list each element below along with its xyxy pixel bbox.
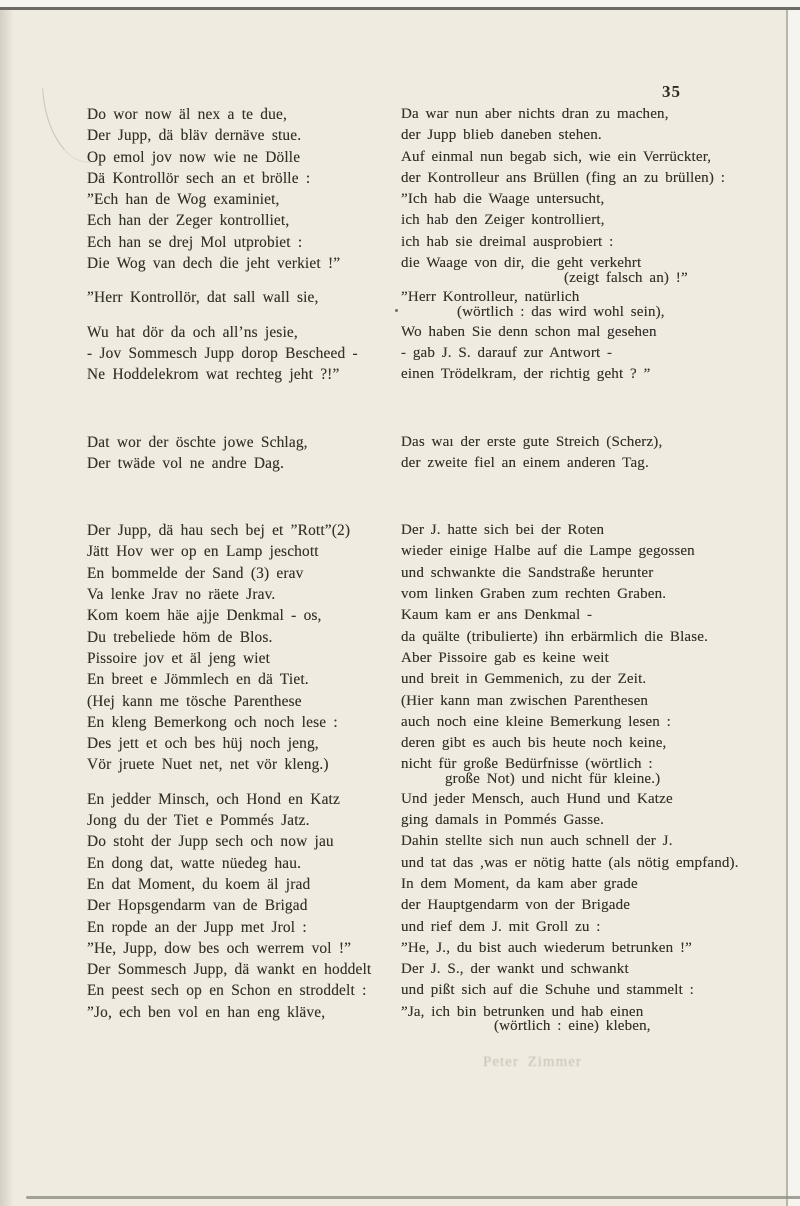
text-line-left: Vör jruete Nuet net, net vör kleng.) (87, 756, 329, 774)
text-line-right: Dahin stellte sich nun auch schnell der J. (401, 833, 673, 850)
text-line-left: En peest sech op en Schon en stroddelt : (87, 982, 367, 1000)
text-line-left: En dat Moment, du koem äl jrad (87, 875, 311, 893)
page-number: 35 (662, 82, 681, 101)
text-line-left: ”He, Jupp, dow bes och werrem vol !” (87, 939, 352, 957)
text-line-left: - Jov Sommesch Jupp dorop Bescheed - (87, 344, 358, 362)
text-line-right: Auf einmal nun begab sich, wie ein Verrückter, (401, 148, 712, 165)
text-line-right: nicht für große Bedürfnisse (wörtlich : (401, 756, 653, 773)
text-line-left: Der Sommesch Jupp, dä wankt en hoddelt (87, 961, 372, 979)
text-line-right: und pißt sich auf die Schuhe und stammelt : (401, 982, 694, 999)
text-line-right: ”Ja, ich bin betrunken und hab einen (401, 1003, 644, 1020)
text-line-right: Der J. S., der wankt und schwankt (401, 961, 629, 978)
text-line-left: Dat wor der öschte jowe Schlag, (87, 433, 308, 451)
text-line-right: der Jupp blieb daneben stehen. (401, 127, 602, 144)
text-line-left: Wu hat dör da och all’ns jesie, (87, 323, 298, 341)
text-line-right: (wörtlich : eine) kleben, (494, 1018, 651, 1035)
text-line-left: En kleng Bemerkong och noch lese : (87, 713, 338, 731)
text-line-right: Kaum kam er ans Denkmal - (401, 607, 593, 624)
text-line-left: En breet e Jömmlech en dä Tiet. (87, 671, 309, 689)
text-line-left: Die Wog van dech die jeht verkiet !” (87, 255, 341, 273)
text-line-right: und rief dem J. mit Groll zu : (401, 918, 601, 935)
scan-left-shade (0, 7, 14, 1206)
stanza-gap-left (87, 386, 399, 432)
text-line-left: Dä Kontrollör sech an et brölle : (87, 169, 311, 187)
text-line-left: Der Hopsgendarm van de Brigad (87, 897, 308, 915)
text-line-left: ”Jo, ech ben vol en han eng kläve, (87, 1003, 326, 1021)
text-line-right: da quälte (tribulierte) ihn erbärmlich die Blase. (401, 628, 709, 645)
text-line-left: Va lenke Jrav no räete Jrav. (87, 586, 276, 604)
text-line-right: - gab J. S. darauf zur Antwort - (401, 344, 613, 361)
text-line-right: Wo haben Sie denn schon mal gesehen (401, 323, 657, 340)
text-line-right: wieder einige Halbe auf die Lampe gegossen (401, 543, 695, 560)
stanza-gap-right (401, 474, 797, 520)
text-line-right: ”He, J., du bist auch wiederum betrunken !” (401, 939, 692, 956)
text-line-left: En ropde an der Jupp met Jrol : (87, 918, 307, 936)
text-line-right: der Hauptgendarm von der Brigade (401, 897, 631, 914)
text-line-right: (wörtlich : das wird wohl sein), (457, 304, 665, 321)
text-line-right: Das waı der erste gute Streich (Scherz), (401, 433, 663, 450)
text-line-right: der Kontrolleur ans Brüllen (fing an zu brüllen) : (401, 169, 726, 186)
text-line-left: Der Jupp, dä bläv dernäve stue. (87, 127, 302, 145)
text-line-right: Aber Pissoire gab es keine weit (401, 649, 609, 666)
text-line-right: und breit in Gemmenich, zu der Zeit. (401, 671, 647, 688)
text-line-right: ich hab den Zeiger kontrolliert, (401, 212, 605, 229)
text-line-left: Du trebeliede höm de Blos. (87, 628, 273, 646)
text-line-right: ”Herr Kontrolleur, natürlich (401, 289, 580, 306)
text-line-right: große Not) und nicht für kleine.) (445, 771, 661, 788)
stanza-gap-right (401, 386, 797, 432)
text-line-left: En bommelde der Sand (3) erav (87, 564, 304, 582)
text-line-left: En dong dat, watte nüedeg hau. (87, 854, 302, 872)
poem-column-left (87, 104, 399, 1036)
scan-top-edge (0, 7, 800, 10)
text-line-left: (Hej kann me tösche Parenthese (87, 692, 302, 710)
text-line-right: Der J. hatte sich bei der Roten (401, 522, 605, 539)
text-line-right: In dem Moment, da kam aber grade (401, 875, 638, 892)
text-line-left: Do wor now äl nex a te due, (87, 106, 287, 123)
text-line-right: Und jeder Mensch, auch Hund und Katze (401, 790, 673, 807)
text-line-left: Der twäde vol ne andre Dag. (87, 454, 284, 472)
text-line-right: (zeigt falsch an) !” (564, 269, 688, 286)
text-line-right: ich hab sie dreimal ausprobiert : (401, 233, 614, 250)
text-line-right: der zweite fiel an einem anderen Tag. (401, 454, 649, 471)
text-line-left: Do stoht der Jupp sech och now jau (87, 833, 334, 851)
text-line-left: Des jett et och bes hüj noch jeng, (87, 735, 319, 753)
text-line-left: Ne Hoddelekrom wat rechteg jeht ?!” (87, 366, 340, 384)
text-line-right: einen Trödelkram, der richtig geht ? ” (401, 366, 651, 383)
text-line-right: deren gibt es auch bis heute noch keine, (401, 735, 667, 752)
poem-column-right (401, 104, 797, 1036)
scan-top-strip (0, 0, 800, 7)
text-line-left: Ech han der Zeger kontrolliet, (87, 212, 290, 230)
text-line-right: (Hier kann man zwischen Parenthesen (401, 692, 649, 709)
text-line-left: Pissoire jov et äl jeng wiet (87, 649, 271, 667)
text-line-left: En jedder Minsch, och Hond en Katz (87, 790, 340, 808)
scan-bottom-edge (26, 1196, 800, 1199)
text-line-right: ging damals in Pommés Gasse. (401, 812, 605, 829)
show-through-text: Peter Zimmer (483, 1054, 582, 1070)
text-line-right: die Waage von dir, die geht verkehrt (401, 255, 642, 272)
text-line-left: Ech han se drej Mol utprobiet : (87, 233, 303, 251)
text-line-right: und schwankte die Sandstraße herunter (401, 564, 654, 581)
text-line-right: vom linken Graben zum rechten Graben. (401, 586, 667, 603)
text-line-right: Da war nun aber nichts dran zu machen, (401, 106, 669, 122)
text-line-left: Der Jupp, dä hau sech bej et ”Rott”(2) (87, 522, 351, 540)
text-line-left: ”Herr Kontrollör, dat sall wall sie, (87, 289, 319, 307)
text-line-right: und tat das ,was er nötig hatte (als nötig empfand). (401, 854, 739, 871)
text-line-left: Jong du der Tiet e Pommés Jatz. (87, 812, 310, 830)
text-line-right: auch noch eine kleine Bemerkung lesen : (401, 713, 671, 730)
text-line-left: Jätt Hov wer op en Lamp jeschott (87, 543, 319, 561)
text-line-left: ”Ech han de Wog examiniet, (87, 191, 280, 209)
text-line-left: Kom koem häe ajje Denkmal - os, (87, 607, 322, 625)
text-line-left: Op emol jov now wie ne Dölle (87, 148, 301, 166)
page-curl-mark (42, 84, 91, 167)
text-line-right: ”Ich hab die Waage untersucht, (401, 191, 605, 208)
stanza-gap-left (87, 474, 399, 520)
